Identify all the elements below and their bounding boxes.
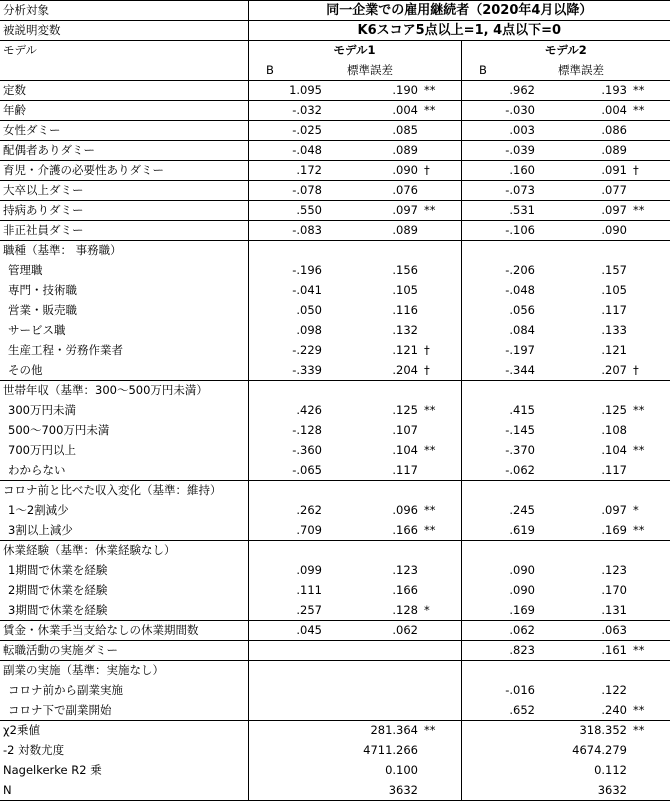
model1-coef [266,541,322,561]
model2-coef: .415 [509,403,535,417]
model2-se: .105 [601,283,627,297]
model2-se: .207 [535,361,627,381]
model1-coef: .098 [296,323,322,337]
model2-coef: .003 [479,121,535,141]
model1-se: .125 [392,403,418,417]
stat-label: Nagelkerke R2 乗 [3,763,102,777]
model1-se: .105 [392,283,418,297]
model1-coef: .709 [266,521,322,541]
target-value: 同一企業での雇用継続者（2020年4月以降） [248,1,670,21]
model2-coef: -.370 [505,443,535,457]
stat-label: N [0,781,248,801]
model1-coef: .172 [266,161,322,181]
model1-sig: ** [418,81,461,101]
header-row-dependent [0,21,670,41]
model1-se [322,681,418,701]
model1-se: .062 [322,621,418,641]
model2-coef: .823 [479,641,535,661]
row-label: 700万円以上 [8,443,76,457]
model2-sig [627,261,670,281]
model1-coef: .045 [266,621,322,641]
model2-coef: .090 [509,583,535,597]
row-label: 定数 [0,81,248,101]
model2-sig [627,181,670,201]
model2-b-header: B [479,61,535,81]
model2-sig [627,281,670,301]
table-row [0,601,670,621]
row-label: 1～2割減少 [8,503,69,517]
row-label: 持病ありダミー [0,201,248,221]
model1-se: .204 [322,361,418,381]
model1-sig: † [418,161,461,181]
model1-se [322,241,418,261]
model2-se: .108 [601,423,627,437]
stat-row [0,761,670,781]
model1-coef [266,481,322,501]
model1-se: .123 [392,563,418,577]
model1-se: .004 [322,101,418,121]
model2-sig: ** [633,403,645,417]
model1-sig: ** [424,443,436,457]
model1-se: .107 [392,423,418,437]
model1-coef: .099 [296,563,322,577]
row-label: 管理職 [8,263,43,277]
model2-se: .117 [535,461,627,481]
model1-coef: -.032 [266,101,322,121]
model2-se: .125 [601,403,627,417]
model2-se: .004 [535,101,627,121]
model2-sig [627,321,670,341]
table-row [0,101,670,121]
model2-se: .123 [601,563,627,577]
stat-label: χ2乗値 [3,723,40,738]
model1-coef [266,661,322,681]
model1-sig: † [424,343,430,357]
table-row [0,661,670,681]
model2-coef: .160 [479,161,535,181]
table-row [0,681,670,701]
model1-sig: ** [418,521,461,541]
model1-coef: -.083 [266,221,322,241]
table-row [0,121,670,141]
model1-se: .156 [392,263,418,277]
row-label: 営業・販売職 [8,303,77,317]
row-label: 3期間で休業を経験 [0,601,248,621]
model2-coef: -.106 [479,221,535,241]
model1-se: .097 [322,201,418,221]
model2-coef: .062 [479,621,535,641]
model2-se: .122 [601,683,627,697]
model1-sig [418,541,461,561]
model2-sig: ** [627,201,670,221]
model1-coef: .257 [266,601,322,621]
model1-se [322,661,418,681]
row-label: 専門・技術職 [8,283,77,297]
model2-se: .157 [601,263,627,277]
row-label: 副業の実施（基準：実施なし） [3,663,164,678]
model1-coef: -.128 [292,423,322,437]
model1-coef: -.025 [266,121,322,141]
model2-se: .077 [535,181,627,201]
model1-se: .190 [322,81,418,101]
stat-label: -2 対数尤度 [3,743,65,757]
row-label: サービス職 [8,323,66,337]
model1-se: .121 [392,343,418,357]
model1-se: .166 [392,583,418,597]
model1-coef [266,681,322,701]
model2-se: .097 [535,201,627,221]
model2-se: .131 [535,601,627,621]
model2-se: .086 [535,121,627,141]
model2-sig [627,541,670,561]
model2-se [535,381,627,401]
model1-se [322,541,418,561]
model1-sig: * [418,601,461,621]
model1-se: .090 [322,161,418,181]
model2-sig [627,421,670,441]
table-row [0,561,670,581]
table-row [0,641,670,661]
stat-row [0,721,670,741]
model2-stat: 318.352 [461,721,627,741]
row-label: コロナ下で副業開始 [0,701,248,721]
model1-sig [418,381,461,401]
model2-sig: * [633,503,639,517]
row-label: 女性ダミー [0,121,248,141]
model1-coef [266,701,322,721]
model2-coef [479,241,535,261]
model2-se: .104 [601,443,627,457]
target-label: 分析対象 [0,1,248,21]
model2-sig [627,601,670,621]
model1-coef: -.078 [266,181,322,201]
table-row [0,221,670,241]
model2-sig: † [627,161,670,181]
model1-stat-sig [418,741,461,761]
model2-sig [627,341,670,361]
model1-stat-sig: ** [424,723,436,738]
model1-sig: ** [418,101,461,121]
model1-se: .128 [322,601,418,621]
table-row [0,341,670,361]
model2-sig [627,461,670,481]
row-label: 非正社員ダミー [0,221,248,241]
model1-se [322,701,418,721]
model2-sig [627,121,670,141]
model2-heading: モデル2 [461,41,670,61]
model1-coef: .550 [266,201,322,221]
table-row [0,621,670,641]
model2-coef: .084 [509,323,535,337]
table-row [0,441,670,461]
dependent-value: K6スコア5点以上=1, 4点以下=0 [248,21,670,41]
model1-se [322,381,418,401]
table-row [0,421,670,441]
model1-coef: -.229 [292,343,322,357]
model1-sig [418,221,461,241]
model1-coef [266,381,322,401]
model1-sig [418,301,461,321]
row-label: 2期間で休業を経験 [8,583,108,597]
model2-sig: ** [627,101,670,121]
model1-sig [418,141,461,161]
row-label: 生産工程・労務作業者 [8,343,123,357]
model1-stat-sig [418,781,461,801]
model2-se [535,661,627,681]
table-row [0,581,670,601]
row-label: 大卒以上ダミー [0,181,248,201]
model2-coef: .056 [509,303,535,317]
model1-stat: 281.364 [248,721,418,741]
table-row [0,281,670,301]
row-label: 3割以上減少 [0,521,248,541]
model2-se: .091 [535,161,627,181]
dependent-label: 被説明変数 [0,21,248,41]
model2-se: .063 [535,621,627,641]
model1-sig [418,181,461,201]
table-row [0,501,670,521]
model1-sig [418,641,461,661]
model1-coef: .426 [296,403,322,417]
model1-sig [418,701,461,721]
model1-coef: .111 [296,583,322,597]
model2-sig [627,661,670,681]
model2-coef: -.016 [505,683,535,697]
row-label: 育児・介護の必要性ありダミー [0,161,248,181]
model1-sig [418,661,461,681]
model2-sig: ** [627,701,670,721]
model2-sig: ** [633,443,645,457]
header-row-model [0,41,670,61]
model1-coef [266,641,322,661]
model2-se: .170 [601,583,627,597]
model1-coef: -.339 [266,361,322,381]
model2-sig: ** [627,521,670,541]
row-label: コロナ前から副業実施 [8,683,123,697]
model2-coef: .619 [479,521,535,541]
table-row [0,461,670,481]
table-row [0,701,670,721]
model2-se: .240 [535,701,627,721]
model1-se: .085 [322,121,418,141]
model1-se: .117 [322,461,418,481]
model2-coef: -.073 [479,181,535,201]
model2-sig [627,681,670,701]
model2-se: .161 [535,641,627,661]
model2-stat-sig [627,741,670,761]
table-row [0,261,670,281]
table-row [0,81,670,101]
model2-se: .097 [601,503,627,517]
model2-sig [627,481,670,501]
model2-se: .121 [601,343,627,357]
model2-coef: .245 [509,503,535,517]
model1-se [322,481,418,501]
model1-coef: 1.095 [266,81,322,101]
model2-stat-sig: ** [633,723,645,738]
row-label: わからない [0,461,248,481]
model1-heading: モデル1 [248,41,461,61]
table-row [0,241,670,261]
model2-coef: .652 [479,701,535,721]
model2-se [535,541,627,561]
model1-coef: -.048 [266,141,322,161]
model1-se: .089 [322,221,418,241]
model1-sig [418,561,461,581]
model1-sig [418,121,461,141]
model2-sig: ** [627,81,670,101]
model1-stat: 3632 [248,781,418,801]
row-label: 500～700万円未満 [8,423,110,437]
model2-coef: .531 [479,201,535,221]
table-row [0,361,670,381]
row-label: 職種（基準： 事務職） [3,243,122,258]
model2-coef: -.197 [505,343,535,357]
model1-se: .096 [392,503,418,517]
model1-coef [266,241,322,261]
model2-coef [479,381,535,401]
model1-sig [418,261,461,281]
model2-stat-sig [627,781,670,801]
model1-se: .132 [392,323,418,337]
model2-se [535,241,627,261]
table-row [0,521,670,541]
model1-sig [418,421,461,441]
model2-coef [479,541,535,561]
model1-coef: .262 [296,503,322,517]
model1-stat: 4711.266 [248,741,418,761]
stat-row [0,781,670,801]
model2-sig [627,581,670,601]
model1-se [322,641,418,661]
model1-se: .104 [392,443,418,457]
model1-se: .089 [322,141,418,161]
table-row [0,381,670,401]
model1-se: .116 [392,303,418,317]
row-label: その他 [0,361,248,381]
model2-sig: † [627,361,670,381]
model2-sig [627,621,670,641]
model1-sig: ** [418,201,461,221]
model2-sig [627,561,670,581]
model2-sig [627,301,670,321]
table-row [0,321,670,341]
model2-sig [627,381,670,401]
model2-stat-sig [627,761,670,781]
model1-se: .166 [322,521,418,541]
model2-se [535,481,627,501]
row-label: 300万円未満 [8,403,76,417]
row-label: 転職活動の実施ダミー [0,641,248,661]
model1-sig [418,481,461,501]
model2-coef: .090 [509,563,535,577]
row-label: 賃金・休業手当支給なしの休業期間数 [0,621,248,641]
model2-sig [627,141,670,161]
model1-coef: -.041 [292,283,322,297]
model-label: モデル [3,43,37,58]
row-label: 配偶者ありダミー [0,141,248,161]
model2-se: .117 [601,303,627,317]
model2-se: .089 [535,141,627,161]
model1-coef: -.196 [292,263,322,277]
model2-coef: .169 [479,601,535,621]
stat-row [0,741,670,761]
row-label: 1期間で休業を経験 [8,563,108,577]
model2-se: .169 [535,521,627,541]
model1-b-header: B [266,61,322,81]
table-row [0,201,670,221]
model1-coef: .050 [296,303,322,317]
model1-sig: ** [424,503,436,517]
row-label: 休業経験（基準：休業経験なし） [3,543,176,558]
row-label: 年齢 [0,101,248,121]
model2-stat: 4674.279 [461,741,627,761]
model1-sig: † [418,361,461,381]
model1-se-header: 標準誤差 [322,61,418,81]
model1-sig [418,241,461,261]
model2-coef [479,481,535,501]
model1-sig [418,621,461,641]
table-row [0,401,670,421]
model2-sig [627,221,670,241]
model2-se: .133 [601,323,627,337]
model2-sig [627,241,670,261]
model2-coef: -.344 [479,361,535,381]
model2-stat: 0.112 [461,761,627,781]
model1-coef: -.360 [292,443,322,457]
model2-se: .090 [535,221,627,241]
model2-se: .193 [535,81,627,101]
model2-coef: -.062 [479,461,535,481]
model1-sig: ** [424,403,436,417]
model2-coef: -.030 [479,101,535,121]
model2-sig: ** [627,641,670,661]
table-row [0,301,670,321]
model1-stat: 0.100 [248,761,418,781]
model2-coef: .962 [479,81,535,101]
model2-coef: -.206 [505,263,535,277]
model2-coef: -.048 [505,283,535,297]
header-row-target [0,1,670,21]
table-row [0,141,670,161]
model1-sig [418,281,461,301]
table-row [0,181,670,201]
model2-coef: -.039 [479,141,535,161]
model1-sig [418,581,461,601]
model2-coef [479,661,535,681]
header-row-columns [0,61,670,81]
table-row [0,541,670,561]
model1-sig [418,321,461,341]
model1-coef: -.065 [266,461,322,481]
row-label: 世帯年収（基準：300～500万円未満） [3,383,208,398]
table-row [0,161,670,181]
model2-se-header: 標準誤差 [535,61,627,81]
model1-se: .076 [322,181,418,201]
model2-coef: -.145 [505,423,535,437]
model2-stat: 3632 [461,781,627,801]
table-row [0,481,670,501]
model1-sig [418,681,461,701]
row-label: コロナ前と比べた収入変化（基準：維持） [3,483,222,498]
model1-stat-sig [418,761,461,781]
model1-sig [418,461,461,481]
